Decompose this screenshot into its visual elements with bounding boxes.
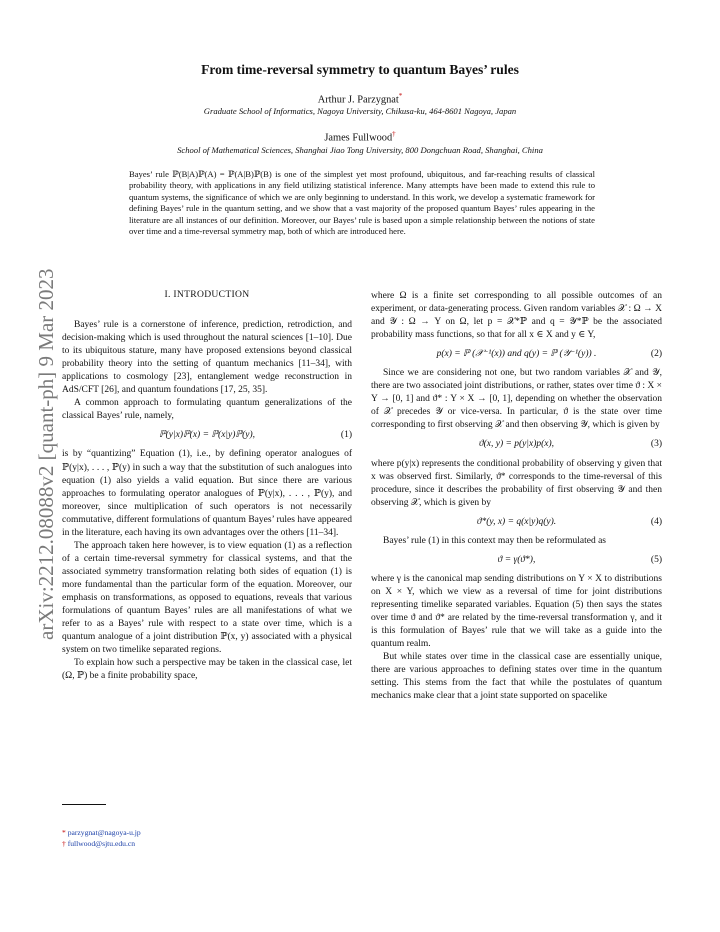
affiliation-2: School of Mathematical Sciences, Shanghai Jiao Tong University, 800 Dongchuan Road, Shanghai, China bbox=[177, 145, 543, 155]
footnote-mark: † bbox=[62, 839, 66, 848]
body-paragraph-1: where Ω is a finite set corresponding to all possible outcomes of an experiment, or data-generating process. Given random variables 𝒳 : Ω → X and 𝒴 : Ω → Y on Ω, let p = 𝒳*ℙ and q = 𝒴*ℙ be the associated probability mass functions, so that for all x ∈ X and y ∈ Y, bbox=[371, 291, 662, 341]
footnote-2 bbox=[62, 839, 135, 848]
author-mark: † bbox=[392, 130, 396, 138]
author-name: James Fullwood bbox=[324, 132, 393, 144]
body-paragraph-2: Since we are considering not one, but two random variables 𝒳 and 𝒴, there are two associated joint distributions, or rather, states over time ϑ : X × Y → [0, 1] and ϑ* : Y × X → [0, 1], depending on whether the observation of 𝒳 precedes 𝒴 or vice-versa. In particular, ϑ is the state over time corresponding to first observing 𝒳 and then observing 𝒴, which is given by bbox=[371, 368, 662, 431]
equation-number: (5) bbox=[650, 554, 662, 565]
affiliation-1: Graduate School of Informatics, Nagoya University, Chikusa-ku, 464-8601 Nagoya, Japan bbox=[203, 106, 517, 116]
intro-paragraph-5: To explain how such a perspective may be taken in the classical case, let (Ω, ℙ) be a finite probability space, bbox=[62, 658, 352, 682]
footnote-rule bbox=[62, 804, 106, 805]
body-paragraph-4: Bayes’ rule (1) in this context may then be reformulated as bbox=[383, 535, 606, 546]
left-column bbox=[62, 288, 352, 683]
equation-body: p(x) = ℙ (𝒳⁻¹(x)) and q(y) = ℙ (𝒴⁻¹(y)) . bbox=[436, 349, 597, 360]
arxiv-identifier: arXiv:2212.08088v2 [quant-ph] 9 Mar 2023 bbox=[34, 268, 58, 640]
equation-4 bbox=[371, 516, 662, 529]
equation-body: ϑ(x, y) = p(y|x)p(x), bbox=[478, 439, 555, 450]
equation-body: ϑ*(y, x) = q(x|y)q(y). bbox=[476, 516, 557, 527]
abstract: Bayes’ rule ℙ(B|A)ℙ(A) = ℙ(A|B)ℙ(B) is one of the simplest yet most profound, ubiquitous, and far-reaching results of classical probability theory, with applications in any field utilizing statistical inference. Many attempts have been made to extend this rule to quantum systems, the significance of which we are only beginning to understand. In this work, we develop a systematic framework for defining Bayes’ rule in the quantum setting, and we show that a vast majority of the proposed quantum Bayes’ rules appearing in the literature are all instances of our definition. Moreover, our Bayes’ rule is based upon a simple relationship between the notions of state over time and a time-reversal symmetry map, both of which are introduced here. bbox=[129, 169, 595, 237]
email-link[interactable]: fullwood@sjtu.edu.cn bbox=[67, 839, 136, 848]
author-1 bbox=[0, 92, 720, 105]
intro-paragraph-1: Bayes’ rule is a cornerstone of inference, prediction, retrodiction, and decision-making which is used throughout the natural sciences [1–10]. Due to its ubiquitous stature, many have proposed extensions beyond classical probability theory into the setting of quantum mechanics [11–34], with applications to cosmology [23], entanglement wedge reconstruction in AdS/CFT [26], and quantum foundations [17, 25, 35]. bbox=[62, 320, 352, 396]
footnote-1 bbox=[62, 828, 141, 837]
equation-1 bbox=[62, 429, 352, 442]
intro-paragraph-2: A common approach to formulating quantum generalizations of the classical Bayes’ rule, namely, bbox=[62, 398, 352, 422]
paper-title: From time-reversal symmetry to quantum Bayes’ rules bbox=[201, 62, 519, 77]
equation-number: (4) bbox=[650, 516, 662, 527]
intro-paragraph-3: is by “quantizing” Equation (1), i.e., by defining operator analogues of ℙ(y|x), . . . , ℙ(y) in such a way that the substitution of such analogues into equation (1) also yields a valid equation. But since there are various approaches to formulating operator analogues of ℙ(y|x), . . . , ℙ(y), and moreover, since multiplication of such operators is not necessarily commutative, different formulations of quantum Bayes’ rules have appeared in the literature, each having its own advantages over the others [11–34]. bbox=[62, 449, 352, 538]
equation-3 bbox=[371, 438, 662, 451]
equation-body: ℙ(y|x)ℙ(x) = ℙ(x|y)ℙ(y), bbox=[158, 430, 255, 441]
equation-body: ϑ = γ(ϑ*), bbox=[497, 554, 536, 565]
equation-2 bbox=[371, 348, 662, 361]
equation-5 bbox=[371, 554, 662, 567]
equation-number: (2) bbox=[650, 349, 662, 360]
email-link[interactable]: parzygnat@nagoya-u.jp bbox=[67, 828, 141, 837]
right-column bbox=[371, 290, 662, 703]
body-paragraph-6: But while states over time in the classical case are essentially unique, there are various approaches to defining states over time in the quantum setting. This stems from the fact that while the postulates of quantum mechanics make clear that a joint state supported on spacelike bbox=[371, 652, 662, 702]
section-heading: I. INTRODUCTION bbox=[164, 289, 250, 300]
equation-number: (3) bbox=[650, 439, 662, 450]
footnote-mark: * bbox=[62, 828, 66, 837]
intro-paragraph-4: The approach taken here however, is to view equation (1) as a reflection of a certain time-reversal symmetry for classical systems, and that the associated symmetry transformation relating both sides of equation (1) is more fundamental than the particular form of the equation. Moreover, our emphasis on transformations, as opposed to equations, reveals that various formulations of quantum Bayes’ rules are all manifestations of what we refer to as a Bayes’ rule with respect to a state over time, which is a quantum analogue of a joint distribution ℙ(x, y) associated with a physical system on two timelike separated regions. bbox=[62, 540, 352, 656]
author-mark: * bbox=[398, 92, 403, 100]
equation-number: (1) bbox=[340, 430, 352, 441]
author-name: Arthur J. Parzygnat bbox=[317, 94, 399, 106]
author-2 bbox=[0, 130, 720, 143]
body-paragraph-3: where p(y|x) represents the conditional probability of observing y given that x was observed first. Similarly, ϑ* corresponds to the time-reversal of this procedure, since it describes the probability of first observing 𝒴 and then observing 𝒳, which is given by bbox=[371, 458, 662, 508]
body-paragraph-5: where γ is the canonical map sending distributions on Y × X to distributions on X × Y, which we view as a reversal of time for joint distributions representing timelike separated variables. Equation (5) then says the states over time ϑ and ϑ* are related by the time-reversal transformation γ, and it is this formulation of Bayes’ rule that we will take as a guide into the quantum realm. bbox=[371, 573, 662, 650]
